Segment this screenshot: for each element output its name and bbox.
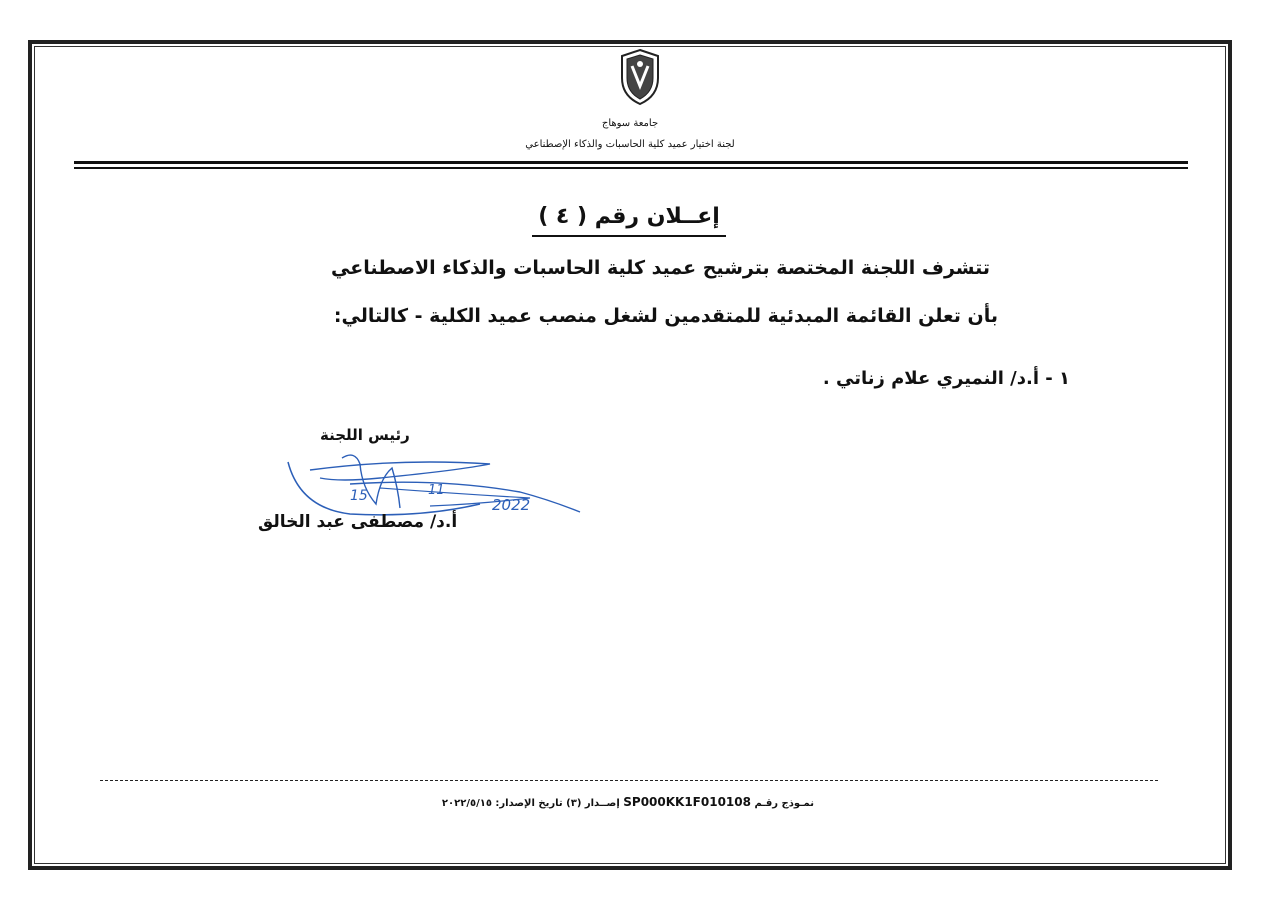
form-issue: إصــدار (٣) bbox=[566, 798, 620, 809]
svg-text:2022: 2022 bbox=[492, 496, 531, 514]
form-label: نمـوذج رقـم bbox=[754, 798, 814, 809]
committee-name: لجنة اختيار عميد كلية الحاسبات والذكاء الإصطناعي bbox=[525, 139, 735, 150]
footer-divider bbox=[100, 780, 1158, 781]
chair-name: أ.د/ مصطفى عبد الخالق bbox=[258, 512, 458, 532]
chair-title: رئيس اللجنة bbox=[320, 426, 410, 444]
announcement-title-text: إعــلان رقم ( ٤ ) bbox=[532, 204, 726, 237]
candidate-item: ١ - أ.د/ النميري علام زناتي . bbox=[822, 368, 1070, 389]
announcement-line-2: بأن تعلن القائمة المبدئية للمتقدمين لشغل منصب عميد الكلية - كالتالي: bbox=[333, 305, 998, 327]
svg-text:11: 11 bbox=[428, 483, 445, 498]
header-rule-thin bbox=[74, 167, 1188, 169]
university-logo-icon bbox=[618, 48, 662, 106]
form-footer bbox=[442, 795, 814, 809]
form-issue-date: تاريخ الإصدار: ٢٠٢٢/٥/١٥ bbox=[441, 798, 563, 809]
university-name: جامعة سوهاج bbox=[601, 118, 659, 129]
document-frame-inner bbox=[34, 46, 1226, 864]
header-rule-thick bbox=[74, 161, 1188, 164]
announcement-line-1: تتشرف اللجنة المختصة بترشيح عميد كلية الحاسبات والذكاء الاصطناعي bbox=[331, 257, 990, 279]
letterhead bbox=[0, 48, 1280, 110]
form-code: SP000KK1F010108 bbox=[623, 795, 751, 809]
announcement-title bbox=[0, 204, 1258, 237]
svg-text:15: 15 bbox=[350, 488, 368, 504]
